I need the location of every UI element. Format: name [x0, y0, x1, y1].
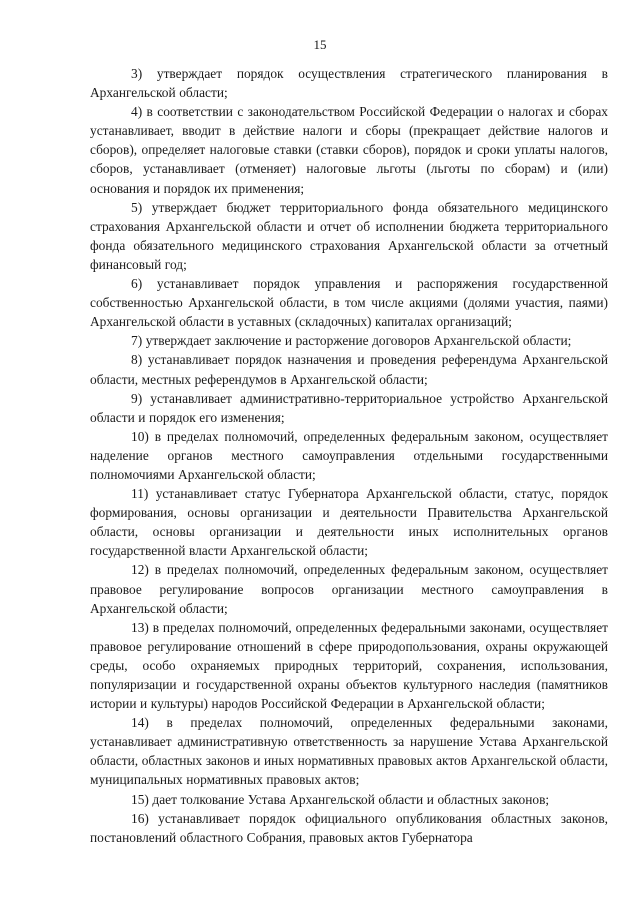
paragraph-item-15: 15) дает толкование Устава Архангельской области и областных законов;: [131, 791, 550, 807]
paragraph-item-7: 7) утверждает заключение и расторжение договоров Архангельской области;: [131, 333, 572, 349]
paragraph-item-10: 10) в пределах полномочий, определенных федеральным законом, осуществляет наделение органов местного самоуправления отдельными государственными полномочиями Архангельской области;: [90, 428, 608, 482]
paragraph-item-6: 6) устанавливает порядок управления и распоряжения государственной собственностью Архангельской области, в том числе акциями (долями участия, паями) Архангельской области в уставных (складочных) капиталах организаций;: [90, 276, 608, 330]
paragraph-item-11: 11) устанавливает статус Губернатора Архангельской области, статус, порядок формирования, основы организации и деятельности Правительства Архангельской области, основы организации и деятельности иных исполнительных органов государственной власти Архангельской области;: [90, 486, 608, 559]
document-body: [90, 64, 608, 847]
paragraph-item-3: 3) утверждает порядок осуществления стратегического планирования в Архангельской области;: [90, 66, 608, 101]
paragraph-item-9: 9) устанавливает административно-территориальное устройство Архангельской области и порядок его изменения;: [90, 390, 608, 425]
paragraph-item-4: 4) в соответствии с законодательством Российской Федерации о налогах и сборах устанавливает, вводит в действие налоги и сборы (прекращает действие налогов и сборов), определяет налоговые ставки (ставки сборов), порядок и сроки уплаты налогов, сборов, устанавливает (отменяет) налоговые льготы (льготы по сборам) и (или) основания и порядок их применения;: [90, 104, 608, 196]
paragraph-item-8: 8) устанавливает порядок назначения и проведения референдума Архангельской области, местных референдумов в Архангельской области;: [90, 352, 608, 387]
paragraph-item-12: 12) в пределах полномочий, определенных федеральным законом, осуществляет правовое регулирование вопросов организации местного самоуправления в Архангельской области;: [90, 562, 608, 616]
page-number: 15: [313, 37, 327, 52]
paragraph-item-13: 13) в пределах полномочий, определенных федеральными законами, осуществляет правовое регулирование отношений в сфере природопользования, охраны окружающей среды, особо охраняемых природных территорий, сохранения, использования, популяризации и государственной охраны объектов культурного наследия (памятников истории и культуры) народов Российской Федерации в Архангельской области;: [90, 619, 608, 712]
paragraph-item-16: 16) устанавливает порядок официального опубликования областных законов, постановлений областного Собрания, правовых актов Губернатора: [90, 810, 608, 845]
paragraph-item-14: 14) в пределах полномочий, определенных федеральными законами, устанавливает административную ответственность за нарушение Устава Архангельской области, областных законов и иных нормативных правовых актов Архангельской области, муниципальных нормативных правовых актов;: [90, 715, 608, 788]
paragraph-item-5: 5) утверждает бюджет территориального фонда обязательного медицинского страхования Архангельской области и отчет об исполнении бюджета территориального фонда обязательного медицинского страхования Архангельской области за отчетный финансовый год;: [90, 199, 608, 272]
